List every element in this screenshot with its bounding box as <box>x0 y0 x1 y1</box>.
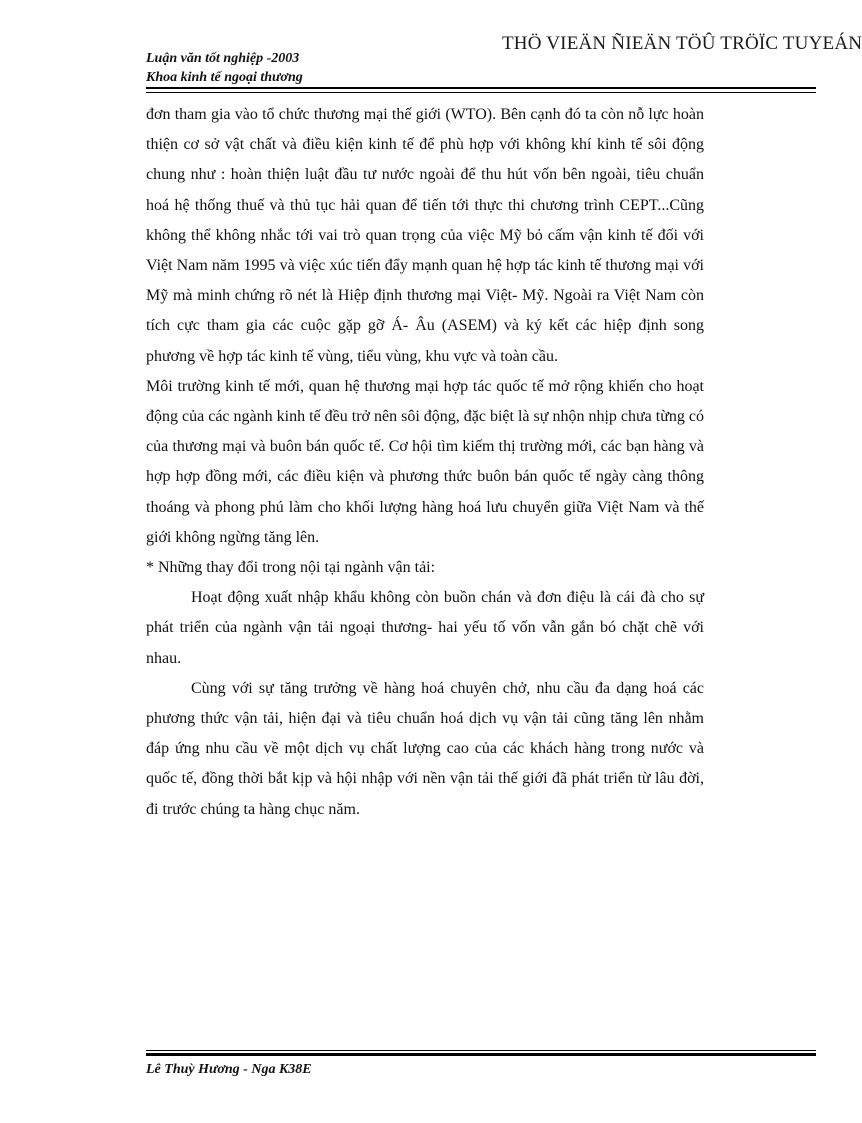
document-body <box>146 100 704 825</box>
paragraph-2: Môi trường kinh tế mới, quan hệ thương mại hợp tác quốc tế mở rộng khiến cho hoạt động của các ngành kinh tế đều trở nên sôi động, đặc biệt là sự nhộn nhịp chưa từng có của thương mại và buôn bán quốc tế. Cơ hội tìm kiếm thị trường mới, các bạn hàng và hợp hợp đồng mới, các điều kiện và phương thức buôn bán quốc tế ngày càng thông thoáng và phong phú làm cho khối lượng hàng hoá lưu chuyển giữa Việt Nam và thế giới không ngừng tăng lên. <box>146 377 704 546</box>
footer-author: Lê Thuỳ Hương - Nga K38E <box>146 1062 312 1077</box>
section-heading-transport-changes: * Những thay đổi trong nội tại ngành vận tải: <box>146 559 436 577</box>
footer-divider-thin <box>146 1050 816 1051</box>
paragraph-1: đơn tham gia vào tổ chức thương mại thế giới (WTO). Bên cạnh đó ta còn nỗ lực hoàn thiện cơ sở vật chất và điều kiện kinh tế để phù hợp với không khí kinh tế sôi động chung như : hoàn thiện luật đầu tư nước ngoài để thu hút vốn bên ngoài, tiêu chuẩn hoá hệ thống thuế và thủ tục hải quan để tiến tới thực thi chương trình CEPT...Cũng không thể không nhắc tới vai trò quan trọng của việc Mỹ bỏ cấm vận kinh tế đối với Việt Nam năm 1995 và việc xúc tiến đẩy mạnh quan hệ hợp tác kinh tế thương mại với Mỹ mà minh chứng rõ nét là Hiệp định thương mại Việt- Mỹ. Ngoài ra Việt Nam còn tích cực tham gia các cuộc gặp gỡ Á- Âu (ASEM) và ký kết các hiệp định song phương về hợp tác kinh tế vùng, tiểu vùng, khu vực và toàn cầu. <box>146 106 704 365</box>
paragraph-4: Cùng với sự tăng trưởng về hàng hoá chuyên chở, nhu cầu đa dạng hoá các phương thức vận tải, hiện đại và tiêu chuẩn hoá dịch vụ vận tải cũng tăng lên nhằm đáp ứng nhu cầu về một dịch vụ chất lượng cao của các khách hàng trong nước và quốc tế, đồng thời bắt kịp và hội nhập với nền vận tải thế giới đã phát triển từ lâu đời, đi trước chúng ta hàng chục năm. <box>146 679 704 818</box>
thesis-title-line: Luận văn tốt nghiệp -2003 <box>146 51 300 66</box>
header-divider-thin <box>146 92 816 93</box>
paragraph-3: Hoạt động xuất nhập khẩu không còn buồn chán và đơn điệu là cái đà cho sự phát triển của ngành vận tải ngoại thương- hai yếu tố vốn vẫn gắn bó chặt chẽ với nhau. <box>146 589 704 667</box>
footer-divider-thick <box>146 1053 816 1056</box>
library-watermark-header: THÖ VIEÄN ÑIEÄN TÖÛ TRÖÏC TUYEÁN <box>502 33 862 54</box>
document-header <box>146 49 303 87</box>
header-divider-thick <box>146 87 816 89</box>
faculty-line: Khoa kinh tế ngoại thương <box>146 70 303 85</box>
